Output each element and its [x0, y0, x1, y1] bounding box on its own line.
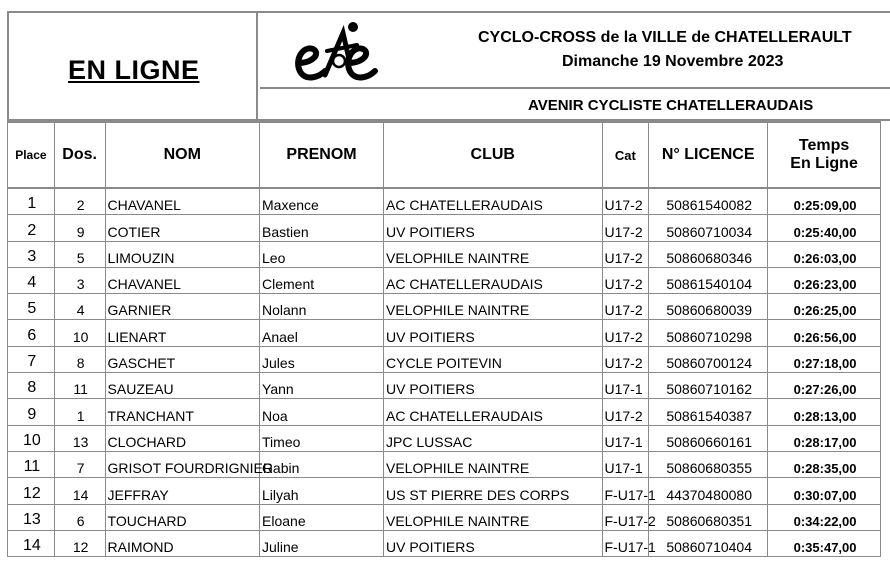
cell-club: UV POITIERS	[384, 530, 603, 556]
cell-prenom: Bastien	[260, 215, 384, 241]
table-row	[8, 425, 881, 451]
cell-place: 14	[8, 530, 55, 556]
cell-cat: U17-2	[602, 188, 649, 215]
table-row	[8, 294, 881, 320]
cell-dos: 14	[54, 478, 105, 504]
cell-temps: 0:28:17,00	[768, 425, 881, 451]
header-licence: N° LICENCE	[649, 122, 768, 188]
table-row	[8, 399, 881, 425]
cell-club: US ST PIERRE DES CORPS	[384, 478, 603, 504]
cell-licence: 50860710404	[649, 530, 768, 556]
cyclist-logo-icon	[291, 19, 391, 83]
cell-club: AC CHATELLERAUDAIS	[384, 399, 603, 425]
cell-dos: 6	[54, 504, 105, 530]
table-header-row	[8, 122, 881, 188]
cell-club: VELOPHILE NAINTRE	[384, 504, 603, 530]
header-temps-line1: Temps	[798, 137, 850, 154]
header-dos: Dos.	[54, 122, 105, 188]
cell-nom: RAIMOND	[105, 530, 259, 556]
cell-cat: U17-1	[602, 373, 649, 399]
table-row	[8, 267, 881, 293]
cell-dos: 7	[54, 451, 105, 477]
table-row	[8, 373, 881, 399]
cell-club: JPC LUSSAC	[384, 425, 603, 451]
cell-prenom: Clement	[260, 267, 384, 293]
cell-licence: 50860680355	[649, 451, 768, 477]
table-row	[8, 188, 881, 215]
table-row	[8, 504, 881, 530]
cell-dos: 4	[54, 294, 105, 320]
cell-place: 5	[8, 294, 55, 320]
cell-prenom: Eloane	[260, 504, 384, 530]
results-table	[7, 121, 881, 557]
cell-cat: F-U17-1	[602, 530, 649, 556]
header-nom: NOM	[105, 122, 259, 188]
cell-temps: 0:28:35,00	[768, 451, 881, 477]
table-row	[8, 346, 881, 372]
cell-dos: 11	[54, 373, 105, 399]
table-row	[8, 530, 881, 556]
title-box	[7, 11, 258, 121]
cell-nom: JEFFRAY	[105, 478, 259, 504]
cell-prenom: Lilyah	[260, 478, 384, 504]
cell-licence: 50860680346	[649, 241, 768, 267]
cell-cat: F-U17-2	[602, 504, 649, 530]
cell-licence: 50860710298	[649, 320, 768, 346]
cell-cat: U17-2	[602, 267, 649, 293]
cell-licence: 50860710034	[649, 215, 768, 241]
cell-prenom: Timeo	[260, 425, 384, 451]
cell-prenom: Juline	[260, 530, 384, 556]
header-club: CLUB	[384, 122, 603, 188]
cell-temps: 0:28:13,00	[768, 399, 881, 425]
cell-nom: LIENART	[105, 320, 259, 346]
cell-dos: 1	[54, 399, 105, 425]
cell-cat: U17-2	[602, 241, 649, 267]
cell-dos: 13	[54, 425, 105, 451]
cell-place: 13	[8, 504, 55, 530]
table-row	[8, 320, 881, 346]
table-row	[8, 215, 881, 241]
table-row	[8, 478, 881, 504]
cell-nom: GARNIER	[105, 294, 259, 320]
cell-club: VELOPHILE NAINTRE	[384, 451, 603, 477]
cell-place: 8	[8, 373, 55, 399]
header-place: Place	[8, 122, 55, 188]
cell-club: UV POITIERS	[384, 215, 603, 241]
cell-cat: U17-2	[602, 294, 649, 320]
cell-dos: 9	[54, 215, 105, 241]
cell-club: AC CHATELLERAUDAIS	[384, 267, 603, 293]
event-box	[256, 11, 890, 121]
cell-nom: CHAVANEL	[105, 188, 259, 215]
cell-cat: U17-2	[602, 320, 649, 346]
cell-dos: 10	[54, 320, 105, 346]
cell-nom: LIMOUZIN	[105, 241, 259, 267]
cell-temps: 0:26:23,00	[768, 267, 881, 293]
cell-place: 11	[8, 451, 55, 477]
cell-temps: 0:27:26,00	[768, 373, 881, 399]
cell-cat: U17-2	[602, 215, 649, 241]
cell-nom: CHAVANEL	[105, 267, 259, 293]
cell-dos: 12	[54, 530, 105, 556]
cell-licence: 50861540104	[649, 267, 768, 293]
cell-temps: 0:26:56,00	[768, 320, 881, 346]
header-cat: Cat	[602, 122, 649, 188]
cell-place: 1	[8, 188, 55, 215]
cell-club: VELOPHILE NAINTRE	[384, 241, 603, 267]
cell-licence: 44370480080	[649, 478, 768, 504]
cell-temps: 0:27:18,00	[768, 346, 881, 372]
cell-nom: TOUCHARD	[105, 504, 259, 530]
results-body	[8, 188, 881, 557]
cell-licence: 50860680039	[649, 294, 768, 320]
cell-temps: 0:30:07,00	[768, 478, 881, 504]
cell-place: 6	[8, 320, 55, 346]
table-row	[8, 451, 881, 477]
page-title: EN LIGNE	[68, 55, 200, 85]
cell-licence: 50860660161	[649, 425, 768, 451]
cell-prenom: Anael	[260, 320, 384, 346]
cell-place: 10	[8, 425, 55, 451]
results-sheet	[7, 11, 888, 556]
cell-place: 9	[8, 399, 55, 425]
cell-nom: TRANCHANT	[105, 399, 259, 425]
cell-place: 7	[8, 346, 55, 372]
cell-licence: 50860680351	[649, 504, 768, 530]
cell-prenom: Jules	[260, 346, 384, 372]
event-title: CYCLO-CROSS de la VILLE de CHATELLERAULT	[478, 29, 852, 46]
header-temps	[768, 122, 881, 188]
cell-club: VELOPHILE NAINTRE	[384, 294, 603, 320]
cell-club: CYCLE POITEVIN	[384, 346, 603, 372]
cell-cat: F-U17-1	[602, 478, 649, 504]
organizer-club: AVENIR CYCLISTE CHATELLERAUDAIS	[528, 97, 814, 114]
cell-nom: COTIER	[105, 215, 259, 241]
cell-place: 2	[8, 215, 55, 241]
cell-nom: GRISOT FOURDRIGNIER	[105, 451, 259, 477]
cell-licence: 50861540082	[649, 188, 768, 215]
cell-club: UV POITIERS	[384, 320, 603, 346]
cell-prenom: Gabin	[260, 451, 384, 477]
cell-temps: 0:26:25,00	[768, 294, 881, 320]
cell-licence: 50860700124	[649, 346, 768, 372]
header-temps-line2: En Ligne	[790, 155, 858, 172]
cell-prenom: Yann	[260, 373, 384, 399]
cell-temps: 0:25:40,00	[768, 215, 881, 241]
cell-dos: 5	[54, 241, 105, 267]
event-date: Dimanche 19 Novembre 2023	[562, 53, 784, 70]
cell-prenom: Noa	[260, 399, 384, 425]
header-prenom: PRENOM	[260, 122, 384, 188]
cell-licence: 50860710162	[649, 373, 768, 399]
cell-place: 4	[8, 267, 55, 293]
cell-nom: SAUZEAU	[105, 373, 259, 399]
cell-cat: U17-1	[602, 425, 649, 451]
header-divider	[260, 87, 890, 89]
cell-dos: 3	[54, 267, 105, 293]
cell-nom: GASCHET	[105, 346, 259, 372]
cell-licence: 50861540387	[649, 399, 768, 425]
cell-prenom: Maxence	[260, 188, 384, 215]
cell-club: UV POITIERS	[384, 373, 603, 399]
table-row	[8, 241, 881, 267]
cell-place: 3	[8, 241, 55, 267]
cell-club: AC CHATELLERAUDAIS	[384, 188, 603, 215]
cell-cat: U17-2	[602, 346, 649, 372]
cell-place: 12	[8, 478, 55, 504]
cell-prenom: Nolann	[260, 294, 384, 320]
cell-temps: 0:35:47,00	[768, 530, 881, 556]
cell-dos: 2	[54, 188, 105, 215]
cell-temps: 0:34:22,00	[768, 504, 881, 530]
cell-dos: 8	[54, 346, 105, 372]
cell-prenom: Leo	[260, 241, 384, 267]
cell-temps: 0:25:09,00	[768, 188, 881, 215]
header	[7, 11, 888, 121]
cell-temps: 0:26:03,00	[768, 241, 881, 267]
cell-cat: U17-1	[602, 451, 649, 477]
cell-nom: CLOCHARD	[105, 425, 259, 451]
cell-cat: U17-2	[602, 399, 649, 425]
